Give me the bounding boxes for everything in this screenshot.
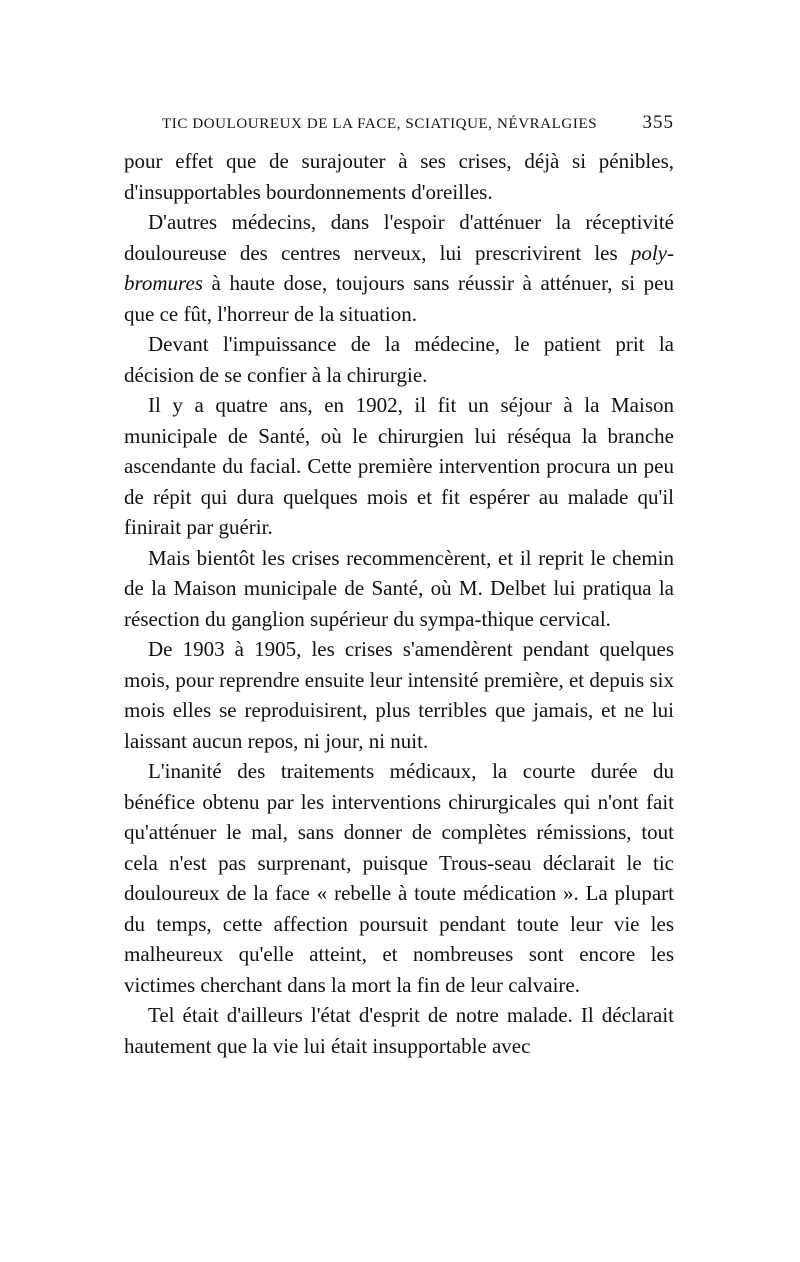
paragraph [124,390,674,543]
paragraph-continued [124,146,674,207]
book-page [124,112,674,1061]
paragraph [124,329,674,390]
paragraph [124,1000,674,1061]
running-title: TIC DOULOUREUX DE LA FACE, SCIATIQUE, NÉVRALGIES [162,116,598,132]
paragraph-text: D'autres médecins, dans l'espoir d'atténuer la réceptivité douloureuse des centres nerveux, lui prescrivirent les [124,210,674,265]
paragraph-text: Mais bientôt les crises recommencèrent, et il reprit le chemin de la Maison municipale de Santé, où M. Delbet lui pratiqua la résection du ganglion supérieur du sympa-thique cervical. [124,545,674,631]
paragraph-text: Il y a quatre ans, en 1902, il fit un séjour à la Maison municipale de Santé, où le chirurgien lui réséqua la branche ascendante du facial. Cette première intervention procura un peu de répit qui dura quelques mois et fit espérer au malade qu'il finirait par guérir. [124,393,674,539]
paragraph [124,207,674,329]
paragraph [124,543,674,635]
paragraph [124,634,674,756]
paragraph-text: De 1903 à 1905, les crises s'amendèrent pendant quelques mois, pour reprendre ensuite leur intensité première, et depuis six mois elles se reproduisirent, plus terribles que jamais, et ne lui laissant aucun repos, ni jour, ni nuit. [124,637,674,753]
body-text [124,146,674,1061]
paragraph-text: Tel était d'ailleurs l'état d'esprit de notre malade. Il déclarait hautement que la vie lui était insupportable avec [124,1003,674,1058]
page-number: 355 [642,112,674,133]
paragraph-text: pour effet que de surajouter à ses crises, déjà si pénibles, d'insupportables bourdonnements d'oreilles. [124,149,674,204]
italic-term: poly-bromures [124,240,674,295]
paragraph-text: Devant l'impuissance de la médecine, le patient prit la décision de se confier à la chirurgie. [124,332,674,387]
paragraph-text: à haute dose, toujours sans réussir à atténuer, si peu que ce fût, l'horreur de la situation. [124,271,674,326]
paragraph-text: L'inanité des traitements médicaux, la courte durée du bénéfice obtenu par les interventions chirurgicales qui n'ont fait qu'atténuer le mal, sans donner de complètes rémissions, tout cela n'est pas surprenant, puisque Trous-seau déclarait le tic douloureux de la face « rebelle à toute médication ». La plupart du temps, cette affection poursuit pendant toute leur vie les malheureux qu'elle atteint, et nombreuses sont encore les victimes cherchant dans la mort la fin de leur calvaire. [124,759,674,997]
running-head [124,112,674,134]
paragraph [124,756,674,1000]
